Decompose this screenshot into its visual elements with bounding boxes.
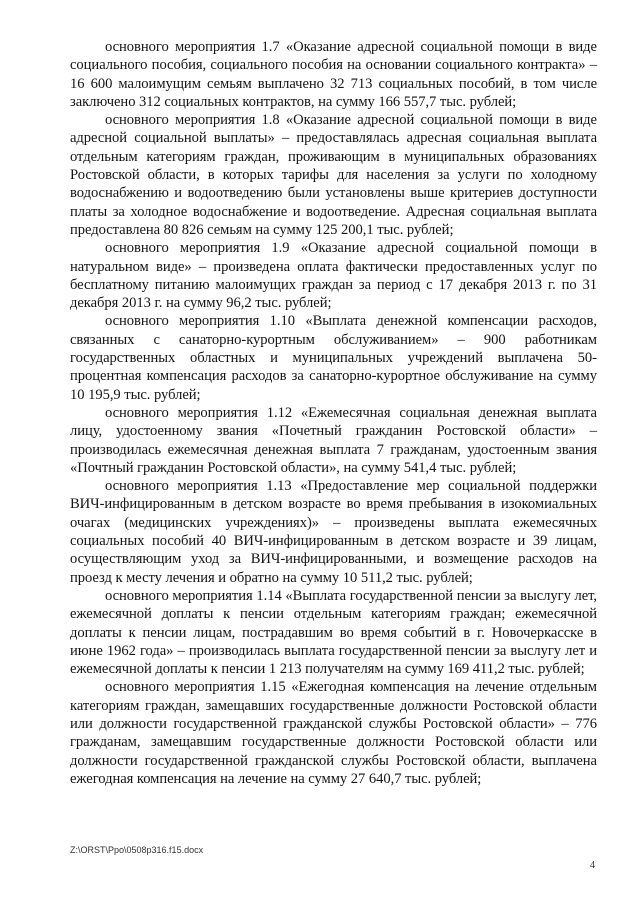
footer-file-path: Z:\ORST\Ppo\0508p316.f15.docx <box>70 845 204 855</box>
document-page <box>70 38 597 788</box>
paragraph-measure-1-12: основного мероприятия 1.12 «Ежемесячная социальная денежная выплата лицу, удостоенному звания «Почетный гражданин Ростовской области» – производилась ежемесячная денежная выплата 7 гражданам, удостоенным звания «Почтный гражданин Ростовской области», на сумму 541,4 тыс. рублей; <box>70 404 597 476</box>
page-number: 4 <box>590 860 595 871</box>
paragraph-measure-1-14: основного мероприятия 1.14 «Выплата государственной пенсии за выслугу лет, ежемесячной доплаты к пенсии отдельным категориям граждан; ежемесячной доплаты к пенсии лицам, пострадавшим во время событий в г. Новочеркасске в июне 1962 года» – производилась выплата государственной пенсии за выслугу лет и ежемесячной доплаты к пенсии 1 213 получателям на сумму 169 411,2 тыс. рублей; <box>70 587 597 678</box>
paragraph-measure-1-8: основного мероприятия 1.8 «Оказание адресной социальной помощи в виде адресной социальной выплаты» – предоставлялась адресная социальная выплата отдельным категориям граждан, проживающим в муниципальных образованиях Ростовской области, в которых тарифы для населения за услуги по холодному водоснабжению и водоотведению были установлены выше критериев доступности платы за холодное водоснабжение и водоотведение. Адресная социальная выплата предоставлена 80 826 семьям на сумму 125 200,1 тыс. рублей; <box>70 112 597 238</box>
paragraph-measure-1-15: основного мероприятия 1.15 «Ежегодная компенсация на лечение отдельным категориям граждан, замещавших государственные должности Ростовской области или должности государственной гражданской службы Ростовской области» – 776 гражданам, замещавшим государственные должности Ростовской области или должности государственной гражданской службы Ростовской области, выплачена ежегодная компенсация на лечение на сумму 27 640,7 тыс. рублей; <box>70 679 597 787</box>
paragraph-measure-1-7: основного мероприятия 1.7 «Оказание адресной социальной помощи в виде социального пособия, социального пособия на основании социального контракта» – 16 600 малоимущим семьям выплачено 32 713 социальных пособий, в том числе заключено 312 социальных контрактов, на сумму 166 557,7 тыс. рублей; <box>70 39 597 110</box>
paragraph-measure-1-10: основного мероприятия 1.10 «Выплата денежной компенсации расходов, связанных с санаторно-курортным обслуживанием» – 900 работникам государственных областных и муниципальных учреждений выплачена 50-процентная компенсация расходов за санаторно-курортное обслуживание на сумму 10 195,9 тыс. рублей; <box>70 313 597 403</box>
paragraph-measure-1-13: основного мероприятия 1.13 «Предоставление мер социальной поддержки ВИЧ-инфицированным в детском возрасте во время пребывания в изокомиальных очагах (медицинских учреждениях)» – произведены выплата ежемесячных социальных пособий 40 ВИЧ-инфицированным в детском возрасте и 39 лицам, осуществляющим уход за ВИЧ-инфицированными, и возмещение расходов на проезд к месту лечения и обратно на сумму 10 511,2 тыс. рублей; <box>70 478 597 586</box>
paragraph-measure-1-9: основного мероприятия 1.9 «Оказание адресной социальной помощи в натуральном виде» – произведена оплата фактически предоставленных услуг по бесплатному питанию малоимущих граждан за период с 17 декабря 2013 г. по 31 декабря 2013 г. на сумму 96,2 тыс. рублей; <box>70 240 597 312</box>
